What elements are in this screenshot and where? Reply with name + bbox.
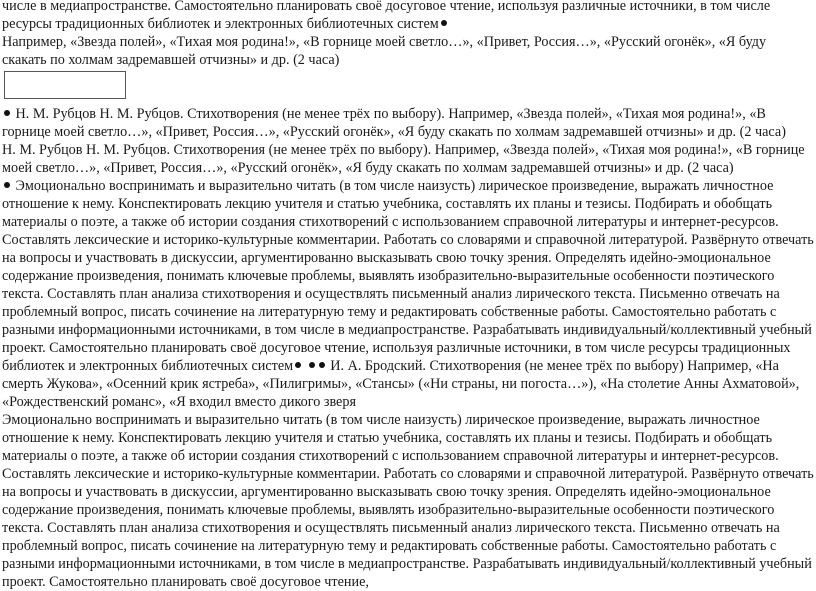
bullet-icon [295, 362, 301, 368]
bullet-icon [4, 110, 10, 116]
bullet-icon [441, 20, 447, 26]
paragraph-3-text: Н. М. Рубцов Н. М. Рубцов. Стихотворения (не менее трёх по выбору). Например, «Звезда полей», «Тихая моя родина!», «В горнице моей светло…», «Привет, Россия…», «Русский огонёк», «Я буду скакать по холмам задремавшей отчизны» и др. (2 часа) [2, 106, 786, 140]
paragraph-5 [2, 177, 814, 411]
paragraph-2: Например, «Звезда полей», «Тихая моя родина!», «В горнице моей светло…», «Привет, Россия…», «Русский огонёк», «Я буду скакать по холмам задремавшей отчизны» и др. (2 часа) [2, 34, 767, 68]
paragraph-1-text: числе в медиапространстве. Самостоятельно планировать своё досуговое чтение, используя различные источники, в том числе ресурсы традиционных библиотек и электронных библиотечных систем [2, 0, 771, 32]
paragraph-6: Эмоционально воспринимать и выразительно читать (в том числе наизусть) лирическое произведение, выражать личностное отношение к нему. Конспектировать лекцию учителя и статью учебника, составлять их планы и тезисы. Подбирать и обобщать материалы о поэте, а также об истории создания стихотворений с использованием справочной литературы и интернет-ресурсов. Составлять лексические и историко-культурные комментарии. Работать со словарями и справочной литературой. Развёрнуто отвечать на вопросы и участвовать в дискуссии, аргументированно высказывать свою точку зрения. Определять идейно-эмоциональное содержание произведения, понимать ключевые проблемы, выявлять изобразительно-выразительные особенности поэтического текста. Составлять план анализа стихотворения и осуществлять письменный анализ лирического текста. Письменно отвечать на проблемный вопрос, писать сочинение на литературную тему и редактировать собственные работы. Самостоятельно работать с разными информационными источниками, в том числе в медиапространстве. Разрабатывать индивидуальный/коллективный учебный проект. Самостоятельно планировать своё досуговое чтение, [2, 412, 814, 590]
bullet-icon [309, 362, 315, 368]
paragraph-4: Н. М. Рубцов Н. М. Рубцов. Стихотворения (не менее трёх по выбору). Например, «Звезда полей», «Тихая моя родина!», «В горнице моей светло…», «Привет, Россия…», «Русский огонёк», «Я буду скакать по холмам задремавшей отчизны» и др. (2 часа) [2, 142, 805, 176]
paragraph-3 [2, 105, 814, 141]
paragraph-5-text: Эмоционально воспринимать и выразительно читать (в том числе наизусть) лирическое произведение, выражать личностное отношение к нему. Конспектировать лекцию учителя и статью учебника, составлять их планы и тезисы. Подбирать и обобщать материалы о поэте, а также об истории создания стихотворений с использованием справочной литературы и интернет-ресурсов. Составлять лексические и историко-культурные комментарии. Работать со словарями и справочной литературой. Развёрнуто отвечать на вопросы и участвовать в дискуссии, аргументированно высказывать свою точку зрения. Определять идейно-эмоциональное содержание произведения, понимать ключевые проблемы, выявлять изобразительно-выразительные особенности поэтического текста. Составлять план анализа стихотворения и осуществлять письменный анализ лирического текста. Письменно отвечать на проблемный вопрос, писать сочинение на литературную тему и редактировать собственные работы. Самостоятельно работать с разными информационными источниками, в том числе в медиапространстве. Разрабатывать индивидуальный/коллективный учебный проект. Самостоятельно планировать своё досуговое чтение, используя различные источники, в том числе ресурсы традиционных библиотек и электронных библиотечных систем [2, 178, 814, 374]
document-body [2, 0, 814, 591]
empty-frame [4, 71, 126, 99]
paragraph-5-tail: И. А. Бродский. Стихотворения (не менее трёх по выбору) Например, «На смерть Жукова», «Осенний крик ястреба», «Пилигримы», «Стансы» («Ни страны, ни погоста…»), «На столетие Анны Ахматовой», «Рождественский романс», «Я входил вместо дикого зверя [2, 358, 800, 410]
bullet-icon [319, 362, 325, 368]
bullet-icon [4, 182, 10, 188]
paragraph-1 [2, 0, 814, 33]
